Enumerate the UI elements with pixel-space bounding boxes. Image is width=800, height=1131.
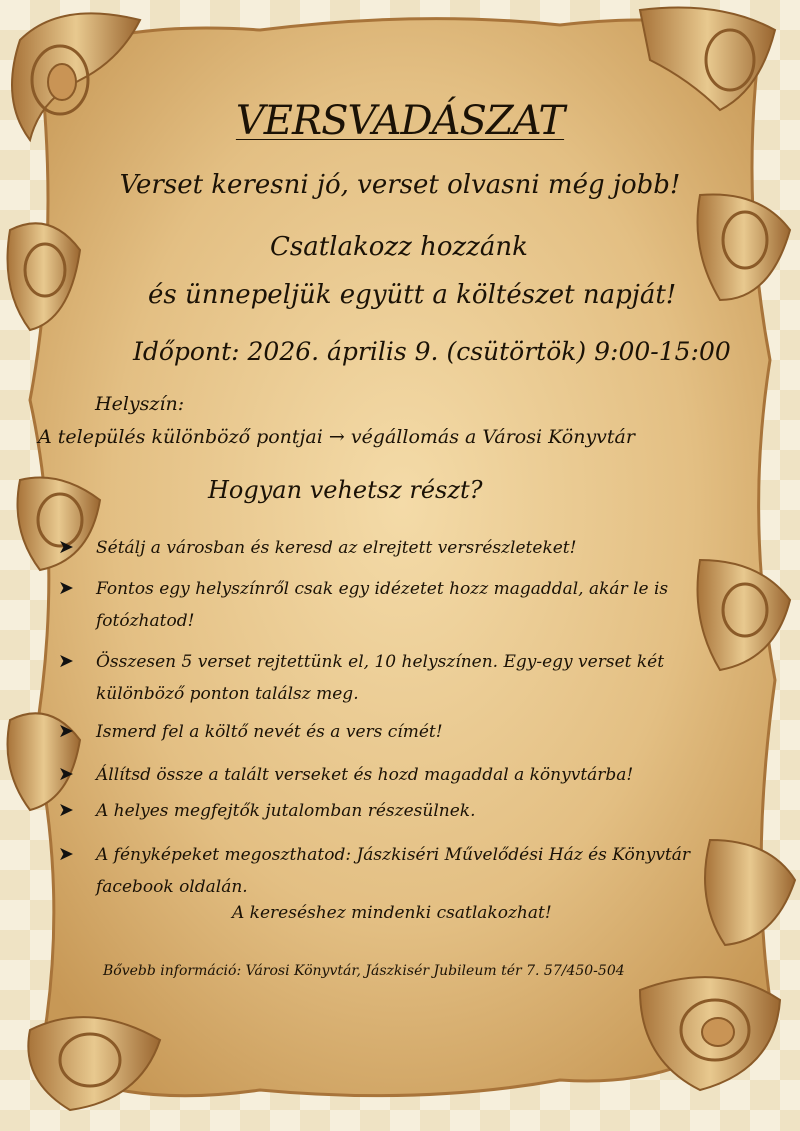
bullet-arrow-icon: ➤ [58, 577, 74, 599]
bullet-arrow-icon: ➤ [58, 536, 74, 558]
rule-item: A fényképeket megoszthatod: Jászkiséri Művelődési Ház és Könyvtár facebook oldalán. [96, 845, 691, 897]
rule-item: Összesen 5 verset rejtettünk el, 10 helyszínen. Egy-egy verset két különböző ponton találsz meg. [96, 652, 665, 704]
invite-line-1: Csatlakozz hozzánk [270, 232, 528, 262]
event-date: Időpont: 2026. április 9. (csütörtök) 9:00-15:00 [133, 337, 731, 366]
howto-heading: Hogyan vehetsz részt? [208, 476, 483, 504]
location-value: A település különböző pontjai → végállomás a Városi Könyvtár [38, 426, 635, 448]
rule-item: Fontos egy helyszínről csak egy idézetet hozz magaddal, akár le is fotózhatod! [96, 579, 669, 631]
rule-item: A helyes megfejtők jutalomban részesülnek. [96, 801, 476, 821]
invite-line-2: és ünnepeljük együtt a költészet napját! [148, 280, 677, 310]
rule-item: Ismerd fel a költő nevét és a vers címét! [96, 722, 443, 742]
bullet-arrow-icon: ➤ [58, 799, 74, 821]
rule-item: Állítsd össze a talált verseket és hozd magaddal a könyvtárba! [96, 765, 634, 785]
more-info: Bővebb információ: Városi Könyvtár, Jászkisér Jubileum tér 7. 57/450-504 [103, 963, 625, 979]
rule-item: Sétálj a városban és keresd az elrejtett versrészleteket! [96, 538, 577, 558]
bullet-arrow-icon: ➤ [58, 650, 74, 672]
bullet-arrow-icon: ➤ [58, 720, 74, 742]
bullet-arrow-icon: ➤ [58, 763, 74, 785]
location-label: Helyszín: [95, 393, 185, 415]
closing-line: A kereséshez mindenki csatlakozhat! [232, 903, 552, 923]
poster-tagline: Verset keresni jó, verset olvasni még jobb! [119, 170, 681, 200]
bullet-arrow-icon: ➤ [58, 843, 74, 865]
poster-title: VERSVADÁSZAT [235, 98, 565, 144]
